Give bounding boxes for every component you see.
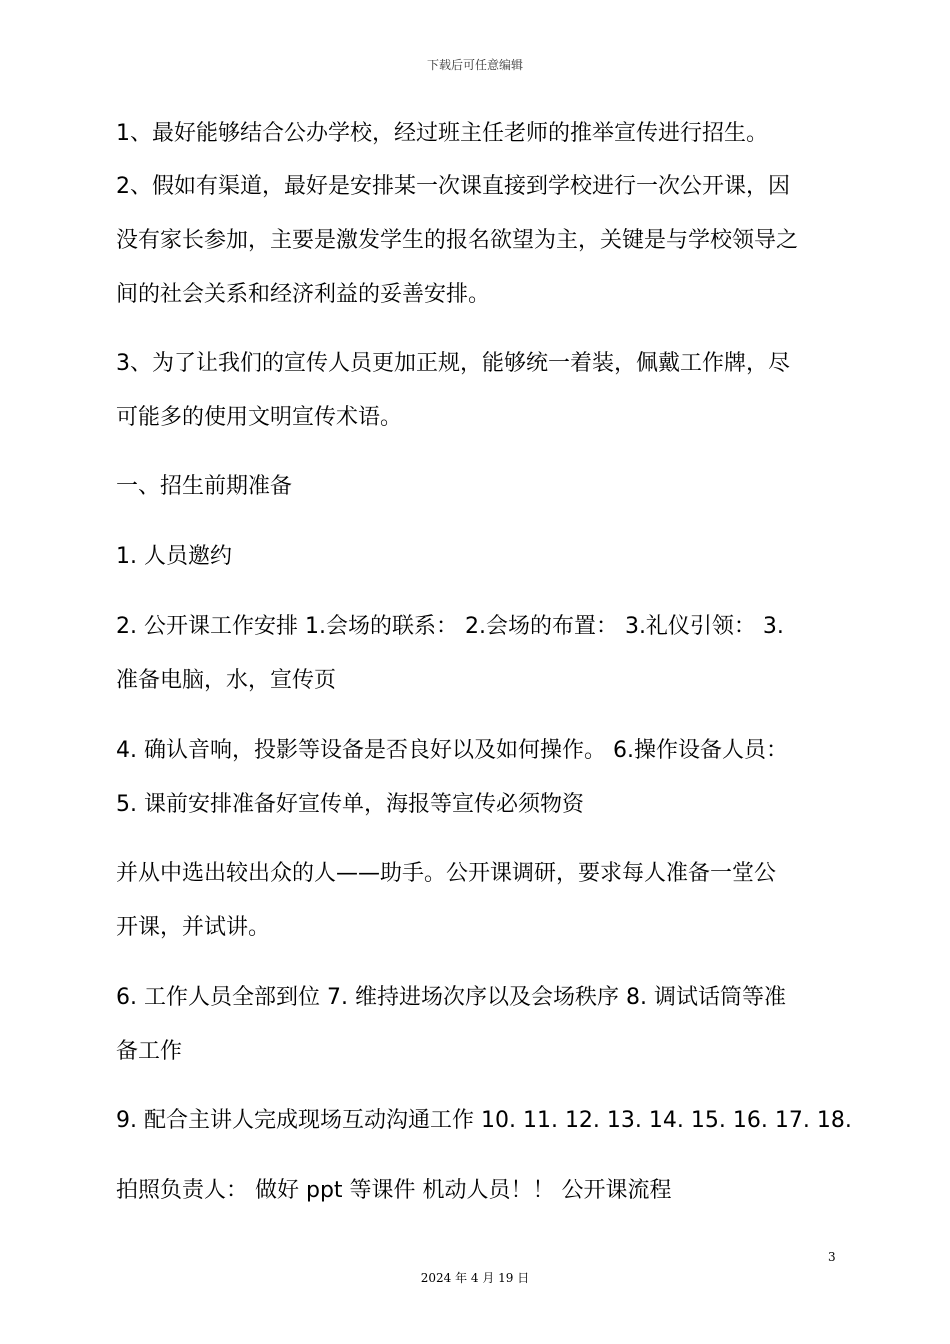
body-line: 并从中选出较出众的人——助手。公开课调研，要求每人准备一堂公 xyxy=(116,861,777,886)
section-heading: 一、招生前期准备 xyxy=(116,474,293,499)
body-line: 6. 工作人员全部到位 7. 维持进场次序以及会场秩序 8. 调试话筒等准 xyxy=(116,985,786,1010)
body-line: 2、假如有渠道，最好是安排某一次课直接到学校进行一次公开课，因 xyxy=(116,174,790,199)
body-line: 准备电脑，水，宣传页 xyxy=(116,668,337,693)
body-line: 5. 课前安排准备好宣传单，海报等宣传必须物资 xyxy=(116,792,584,817)
body-line: 可能多的使用文明宣传术语。 xyxy=(116,405,403,430)
body-line: 没有家长参加，主要是激发学生的报名欲望为主，关键是与学校领导之 xyxy=(116,228,799,253)
body-line: 1、最好能够结合公办学校，经过班主任老师的推举宣传进行招生。 xyxy=(116,121,768,146)
footer-date: 2024 年 4 月 19 日 xyxy=(420,1271,530,1285)
body-line: 1. 人员邀约 xyxy=(116,544,232,569)
body-line: 9. 配合主讲人完成现场互动沟通工作 10. 11. 12. 13. 14. 15. 16. 17. 18. xyxy=(116,1108,852,1133)
page-header: 下载后可任意编辑 xyxy=(426,58,523,72)
body-line: 2. 公开课工作安排 1.会场的联系： 2.会场的布置： 3.礼仪引领： 3. xyxy=(116,614,784,639)
body-line: 拍照负责人： 做好 ppt 等课件 机动人员！！ 公开课流程 xyxy=(116,1178,672,1203)
body-line: 开课，并试讲。 xyxy=(116,915,271,940)
page-number: 3 xyxy=(828,1250,836,1264)
body-line: 3、为了让我们的宣传人员更加正规，能够统一着装，佩戴工作牌，尽 xyxy=(116,351,790,376)
body-line: 4. 确认音响，投影等设备是否良好以及如何操作。 6.操作设备人员： xyxy=(116,738,788,763)
body-line: 间的社会关系和经济利益的妥善安排。 xyxy=(116,282,491,307)
body-line: 备工作 xyxy=(116,1039,183,1064)
